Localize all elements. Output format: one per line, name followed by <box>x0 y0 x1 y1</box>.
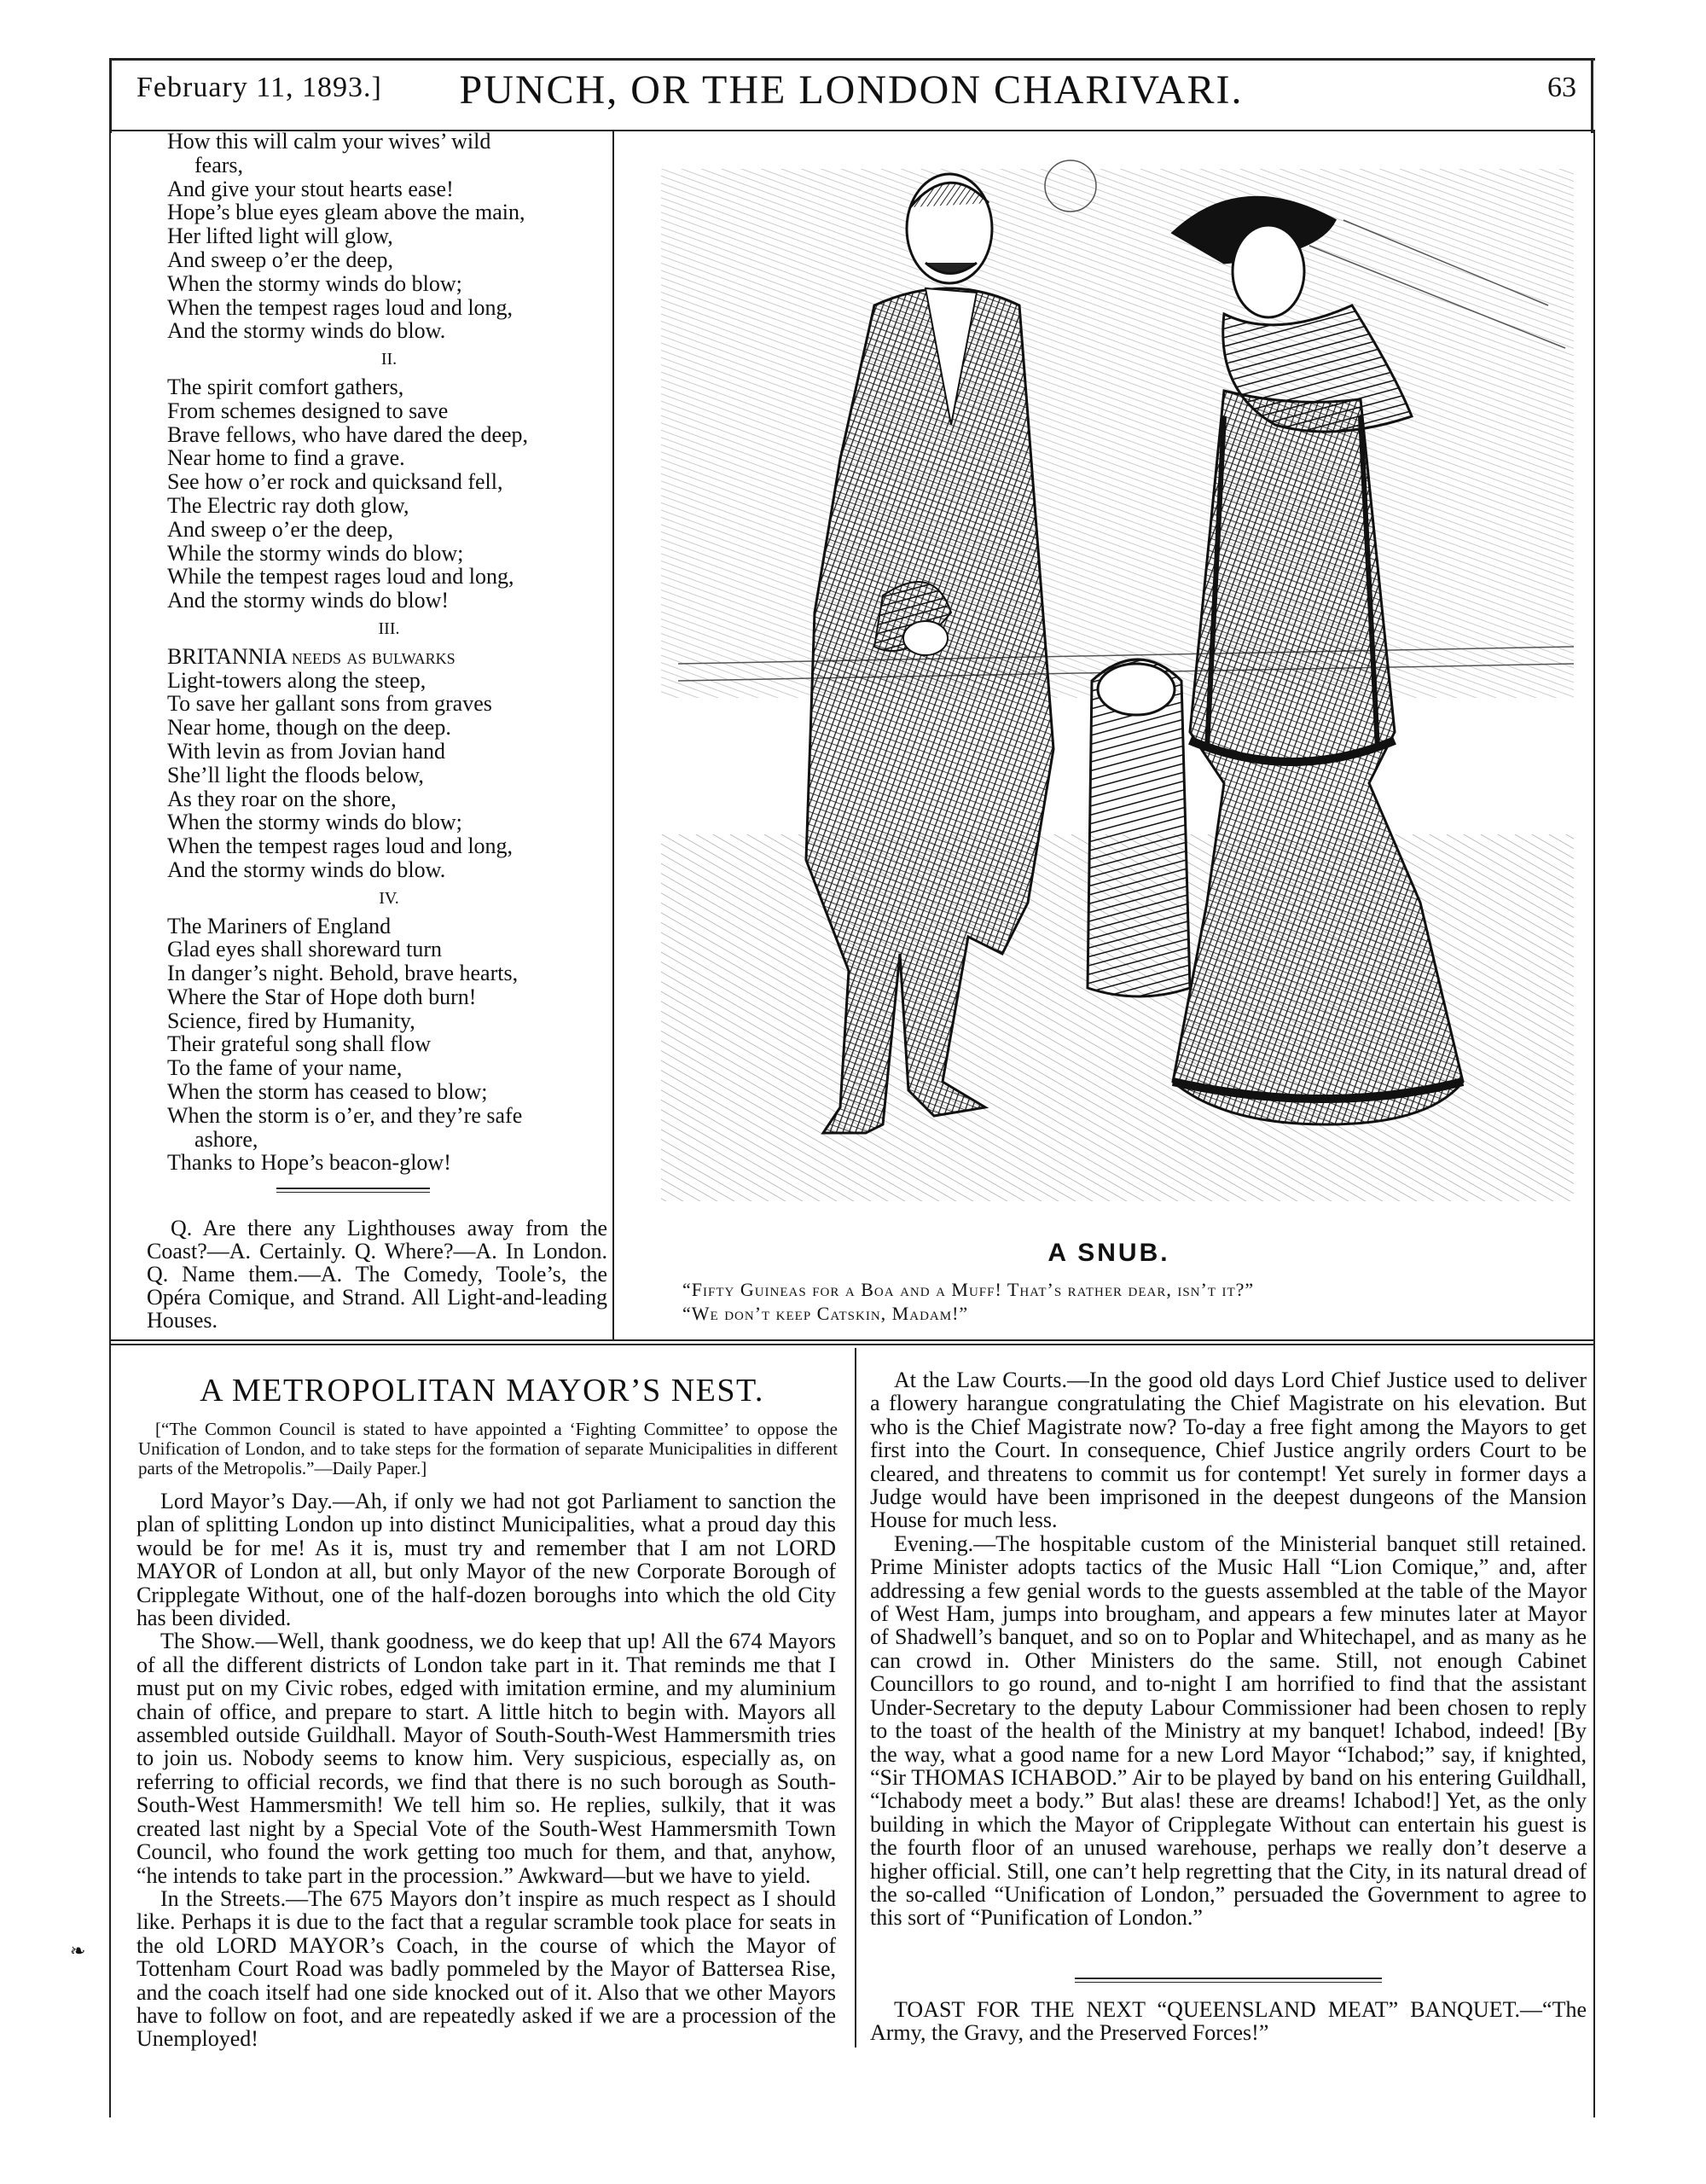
poem-line: fears, <box>194 152 244 177</box>
poem-line: And the stormy winds do blow! <box>167 588 450 613</box>
article-end-rule <box>1075 1978 1382 1983</box>
page-header <box>109 65 1593 133</box>
poem-line: To save her gallant sons from graves <box>167 691 492 717</box>
poem-line: And sweep o’er the deep, <box>167 247 393 272</box>
poem-line: Thanks to Hope’s beacon-glow! <box>167 1150 451 1176</box>
poem-line: Near home, though on the deep. <box>167 715 451 741</box>
poem-line: And sweep o’er the deep, <box>167 516 393 542</box>
poem-line: When the stormy winds do blow; <box>167 270 462 296</box>
page-number: 63 <box>1547 72 1576 103</box>
masthead-title: PUNCH, OR THE LONDON CHARIVARI. <box>459 67 1244 113</box>
poem-line: Brave fellows, who have dared the deep, <box>167 421 529 447</box>
column-divider-bottom <box>855 1348 856 2048</box>
article-paragraph: The Show.—Well, thank goodness, we do keep that up! All the 674 Mayors of all the different districts of London take part in it. That reminds me that I must put on my Civic robes, edged with imitation ermine, and my aluminium chain of office, and prepare to start. A little hitch to begin with. Mayors all assembled outside Guildhall. Mayor of South-South-West Hammersmith tries to join us. Nobody seems to know him. Very suspicious, especially as, on referring to official records, we find that there is no such borough as South-South-West Hammersmith! We tell him so. He replies, sulkily, that it was created last night by a Special Vote of the South-West Hammersmith Town Council, who found the work getting too much for them, and that, anyhow, “he intends to take part in the procession.” Awkward—but we have to yield. <box>136 1629 836 1888</box>
poem-line: As they roar on the shore, <box>167 786 397 811</box>
poem-line: Near home to find a grave. <box>167 445 405 471</box>
poem-line: How this will calm your wives’ wild <box>167 129 491 154</box>
cartoon-caption <box>682 1278 1587 1326</box>
article-left-column <box>136 1490 836 2051</box>
poem-line: Where the Star of Hope doth burn! <box>167 984 477 1009</box>
caption-line-1: “Fifty Guineas for a Boa and a Muff! That’s rather dear, isn’t it?” <box>682 1279 1255 1300</box>
article-right-column <box>870 1368 1587 1930</box>
article-paragraph: In the Streets.—The 675 Mayors don’t inspire as much respect as I should like. Perhaps it is due to the fact that a regular scramble took place for seats in the old LORD MAYOR’s Coach, in the course of which the Mayor of Tottenham Court Road was badly pommeled by the Mayor of Battersea Rise, and the coach itself had one side knocked out of it. Also that we other Mayors have to follow on foot, and are repeatedly asked if we are a procession of the Unemployed! <box>136 1885 836 2052</box>
poem-line: BRITANNIA needs as bulwarks <box>167 643 456 669</box>
stanza-number: II. <box>380 350 397 369</box>
poem-line: And give your stout hearts ease! <box>167 176 454 201</box>
poem-line: She’ll light the floods below, <box>167 762 424 787</box>
poem-line: When the stormy winds do blow; <box>167 810 462 835</box>
poem-line: From schemes designed to save <box>167 398 449 423</box>
article-intro: [“The Common Council is stated to have appointed a ‘Fighting Committee’ to oppose the Unification of London, and to take steps for the formation of separate Municipalities in different parts of the Metropolis.”—Daily Paper.] <box>138 1419 838 1478</box>
header-right-bar <box>1591 58 1593 133</box>
poem-line: Her lifted light will glow, <box>167 224 393 249</box>
poem-line: The spirit comfort gathers, <box>167 374 404 399</box>
toast-paragraph: TOAST FOR THE NEXT “QUEENSLAND MEAT” BANQUET.—“The Army, the Gravy, and the Preserved Forces!” <box>870 1997 1587 2046</box>
article-paragraph: Lord Mayor’s Day.—Ah, if only we had not got Parliament to sanction the plan of splitting London up into distinct Municipalities, what a proud day this would be for me! As it is, must try and remember that I am not LORD MAYOR of London at all, but only Mayor of the new Corporate Borough of Cripplegate Without, one of the half-dozen boroughs into which the old City has been divided. <box>136 1489 836 1631</box>
stanza-number: IV. <box>379 888 399 908</box>
article-paragraph: Evening.—The hospitable custom of the Ministerial banquet still retained. Prime Minister adopts tactics of the Music Hall “Lion Comique,” and, after addressing a few genial words to the guests assembled at the table of the Mayor of West Ham, jumps into brougham, and appears a few minutes later at Mayor of Shadwell’s banquet, and so on to Poplar and Whitechapel, and as many as he can crowd in. Other Ministers do the same. Still, not enough Cabinet Councillors to go round, and to-night I am horrified to find that the assistant Under-Secretary to the deputy Labour Commissioner had been chosen to reply to the toast of the health of the Ministry at my banquet! Ichabod, indeed! [By the way, what a good name for a new Lord Mayor “Ichabod;” say, if knighted, “Sir THOMAS ICHABOD.” Air to be played by band on his entering Guildhall, “Ichabody meet a body.” But alas! these are dreams! Ichabod!] Yet, as the only building in which the Mayor of Cripplegate Without can entertain his guest is the fourth floor of an unused warehouse, perhaps we really don’t deserve a higher official. Still, one can’t help regretting that the City, in its natural dread of the so-called “Unification of London,” persuaded the Government to agree to this sort of “Punification of London.” <box>870 1531 1587 1931</box>
qa-paragraph: Q. Are there any Lighthouses away from the Coast?—A. Certainly. Q. Where?—A. In London. Q. Name them.—A. The Comedy, Toole’s, the Opéra Comique, and Strand. All Light-and-leading Houses. <box>147 1216 607 1333</box>
column-divider-top <box>612 130 614 1341</box>
poem-line: To the fame of your name, <box>167 1055 403 1081</box>
poem-line: With levin as from Jovian hand <box>167 738 446 764</box>
poem-line: Their grateful song shall flow <box>167 1031 432 1057</box>
poem-line: When the storm has ceased to blow; <box>167 1079 488 1105</box>
poem-line: The Mariners of England <box>167 913 392 938</box>
background-hatching <box>661 160 1574 698</box>
poem-line: And the stormy winds do blow. <box>167 857 446 882</box>
cartoon-title: A SNUB. <box>1047 1239 1170 1267</box>
poem-line: ashore, <box>194 1126 258 1152</box>
header-top-rule <box>109 58 1595 61</box>
caption-line-2: “We don’t keep Catskin, Madam!” <box>682 1303 969 1324</box>
header-date: February 11, 1893.] <box>136 72 382 103</box>
poem-line: The Electric ray doth glow, <box>167 492 409 518</box>
poem-line: Science, fired by Humanity, <box>167 1008 415 1033</box>
poem-line: While the stormy winds do blow; <box>167 540 464 566</box>
page-right-border <box>1593 130 1595 2117</box>
section-divider <box>109 1339 1595 1341</box>
cartoon-illustration <box>627 135 1591 1218</box>
poem-line: Glad eyes shall shoreward turn <box>167 937 443 962</box>
poem-line: And the stormy winds do blow. <box>167 318 446 344</box>
poem-line: See how o’er rock and quicksand fell, <box>167 469 503 495</box>
poem-line: Hope’s blue eyes gleam above the main, <box>167 200 525 225</box>
article-paragraph: At the Law Courts.—In the good old days Lord Chief Justice used to deliver a flowery harangue congratulating the Chief Magistrate on his elevation. But who is the Chief Magistrate now? To-day a free fight among the Mayors to get first into the Court. In consequence, Chief Justice angrily orders Court to be cleared, and threatens to commit us for contempt! Yet surely in former days a Judge would have been imprisoned in the deepest dungeons of the Mansion House for much less. <box>870 1368 1587 1533</box>
poem-line: While the tempest rages loud and long, <box>167 564 514 590</box>
poem-line: When the storm is o’er, and they’re safe <box>167 1102 523 1128</box>
poem <box>167 130 611 1175</box>
poem-end-rule <box>276 1188 430 1193</box>
muff-display <box>1088 659 1190 996</box>
poem-line: When the tempest rages loud and long, <box>167 294 514 320</box>
poem-line: Light-towers along the steep, <box>167 667 426 693</box>
article-title: A METROPOLITAN MAYOR’S NEST. <box>200 1373 764 1409</box>
stanza-number: III. <box>378 619 400 638</box>
margin-mark: ❧ <box>70 1940 86 1961</box>
section-divider-double <box>109 1344 1595 1345</box>
page-left-border <box>109 130 111 2117</box>
poem-line: In danger’s night. Behold, brave hearts, <box>167 961 519 986</box>
poem-line: When the tempest rages loud and long, <box>167 834 514 859</box>
